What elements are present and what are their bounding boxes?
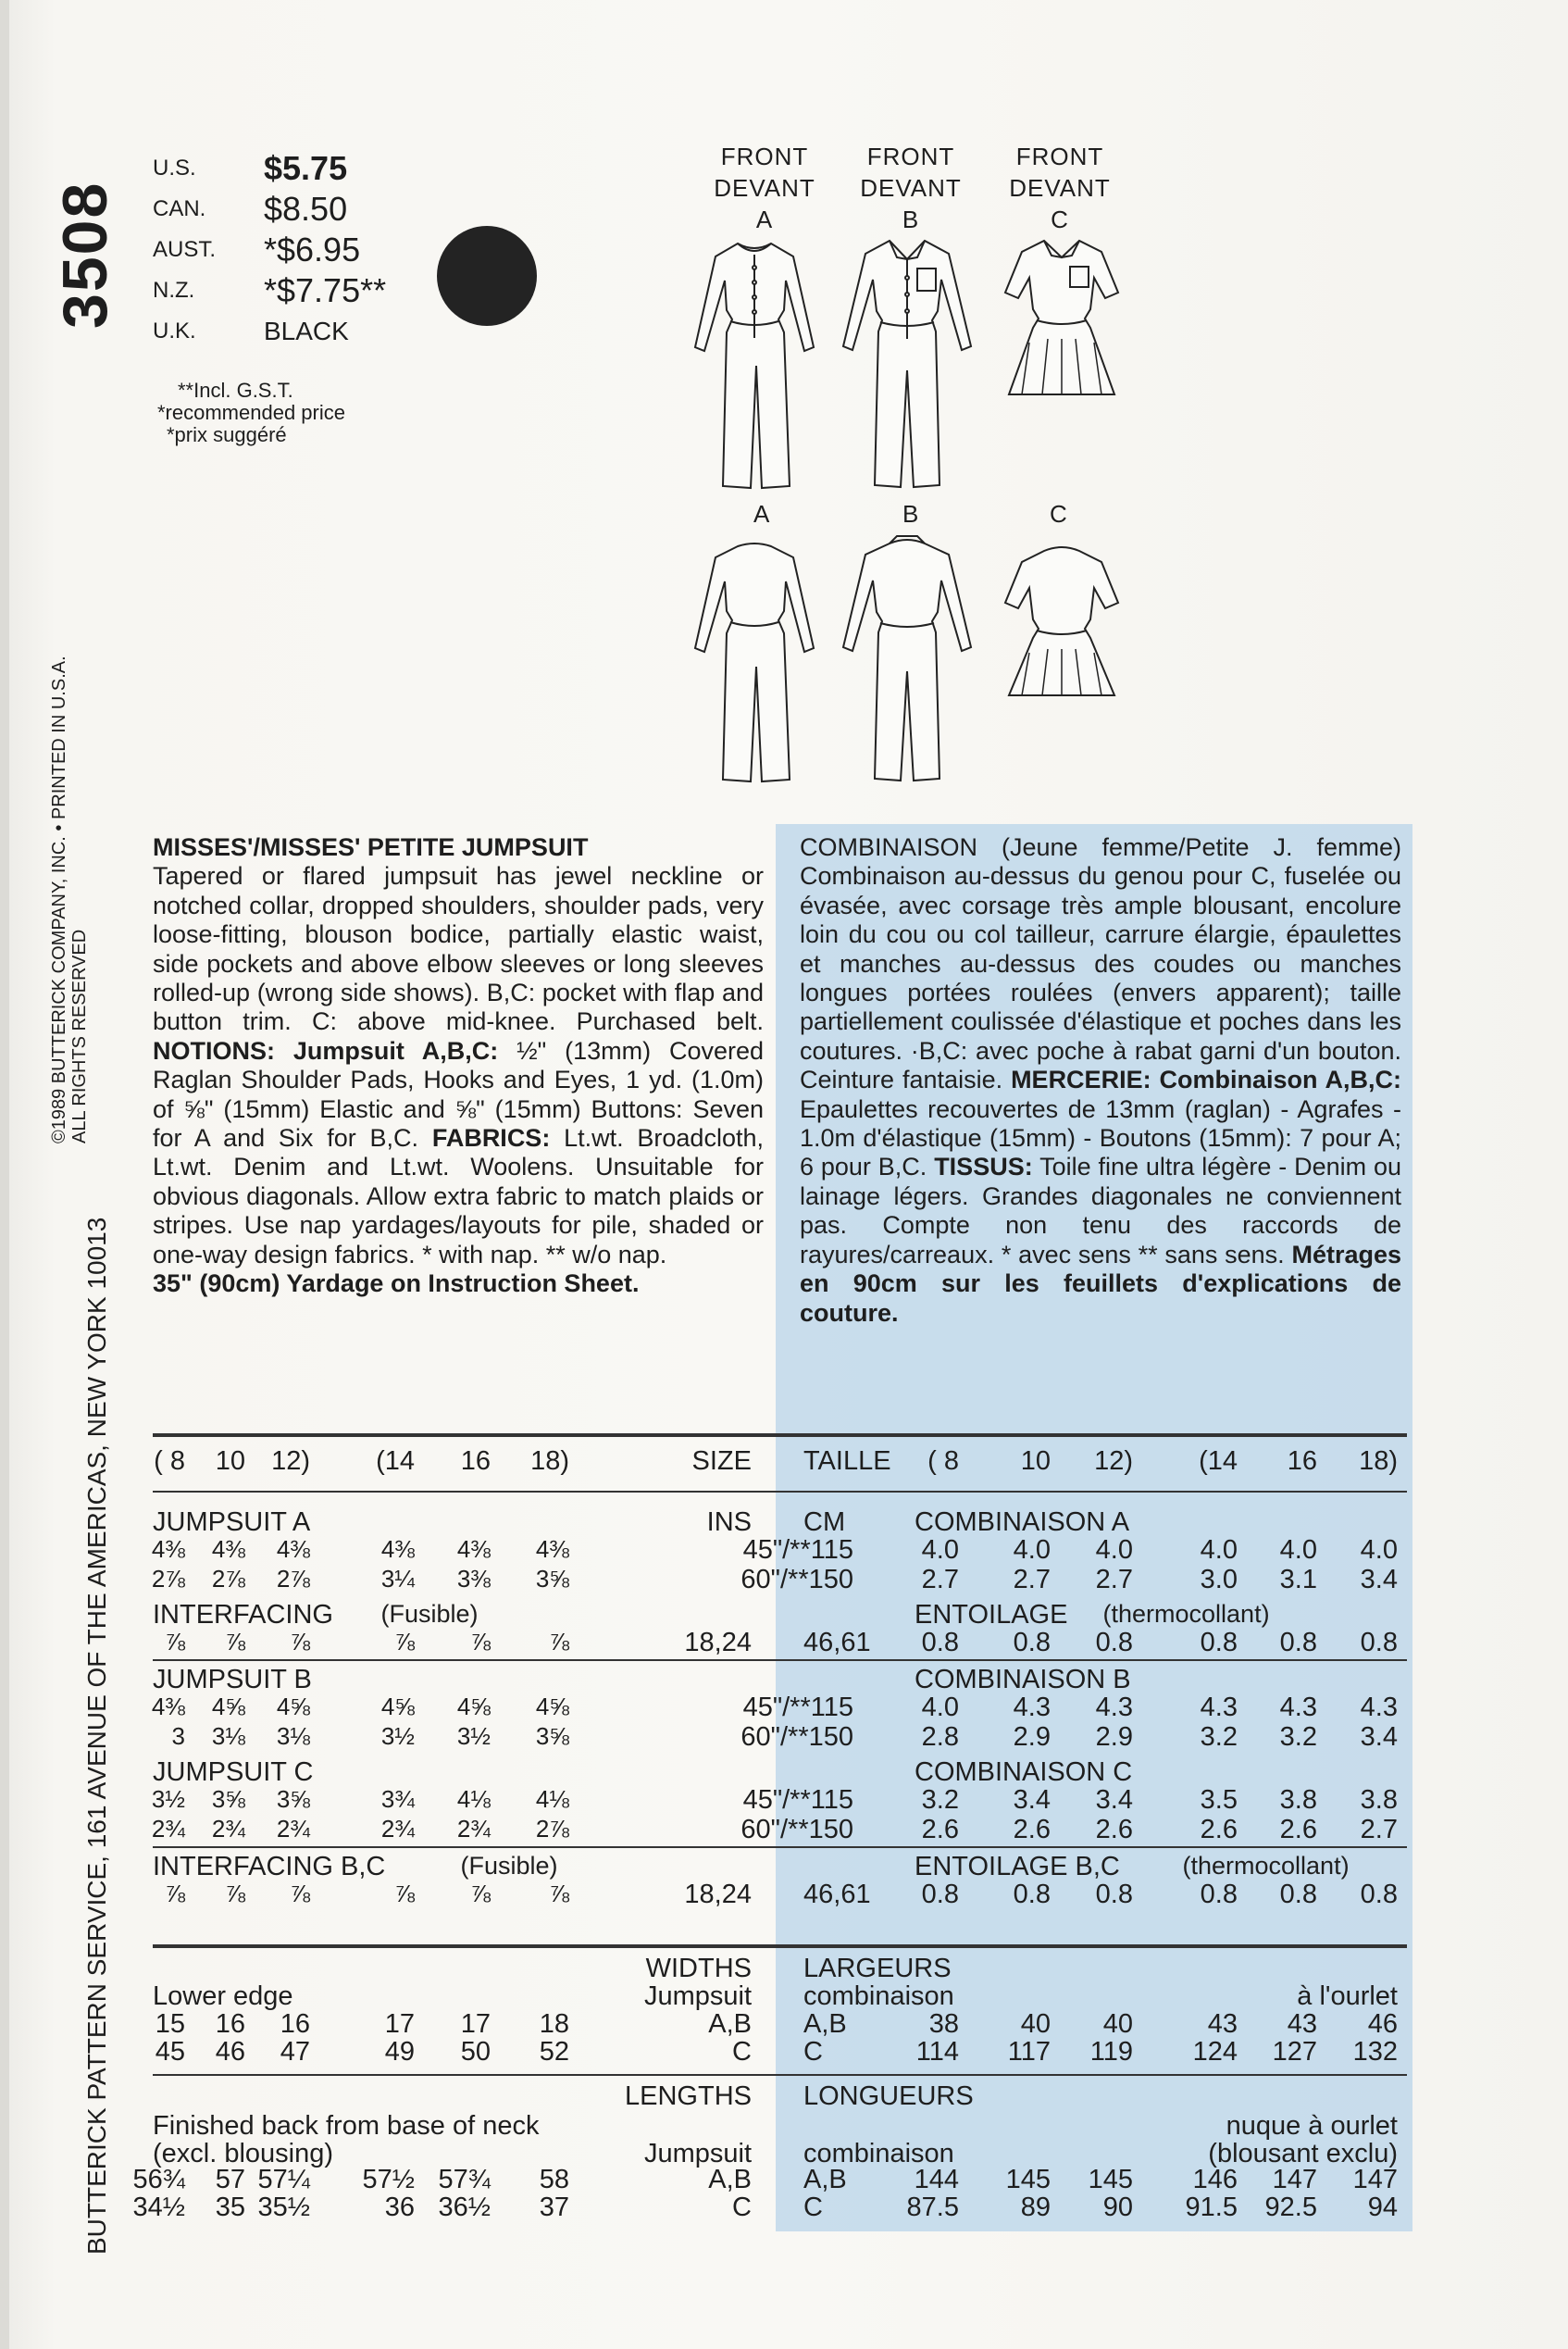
fabric-width: 18,24 (684, 1880, 752, 1909)
size-header: 12) (271, 1446, 310, 1476)
unit-cm: CM (803, 1507, 846, 1537)
section-label-fr: COMBINAISON C (915, 1757, 1133, 1787)
view-letter-fr: A,B (803, 2009, 847, 2039)
lengths-sub-fr: combinaison (803, 2139, 954, 2168)
value-english: 4⅜ (151, 1693, 185, 1720)
price-list (153, 148, 386, 352)
value-metric: 4.3 (1279, 1693, 1317, 1722)
value-metric: 2.6 (1200, 1815, 1238, 1844)
width-metric: 124 (1192, 2037, 1238, 2067)
price-row: N.Z. *$7.75** (153, 271, 387, 309)
section-label-en: JUMPSUIT C (153, 1757, 314, 1787)
value-english: 3¾ (380, 1785, 415, 1813)
value-english: 2⅞ (211, 1565, 245, 1593)
value-english: 3⅝ (276, 1785, 310, 1813)
value-english: ⅞ (165, 1628, 185, 1656)
taille-label: TAILLE (803, 1446, 891, 1476)
price-notes: **Incl. G.S.T. *recommended price *prix suggéré (157, 379, 345, 446)
value-english: 4⅝ (276, 1693, 310, 1720)
rights-line: ALL RIGHTS RESERVED (69, 929, 90, 1143)
length-english: 58 (539, 2165, 569, 2194)
length-metric: 89 (1020, 2193, 1051, 2222)
value-english: 2¾ (151, 1815, 185, 1843)
back-label-a: A (753, 500, 770, 528)
value-english: 3⅜ (456, 1565, 491, 1593)
value-metric: 3.8 (1279, 1785, 1317, 1815)
value-metric: 3.1 (1279, 1565, 1317, 1594)
jumpsuit-a-back-illustration (690, 537, 819, 787)
jumpsuit-c-front-illustration (1002, 231, 1122, 403)
value-metric: 4.3 (1200, 1693, 1238, 1722)
width-english: 50 (460, 2037, 491, 2067)
taille-header: 18) (1359, 1446, 1398, 1476)
length-metric: 87.5 (906, 2193, 959, 2222)
width-english: 47 (280, 2037, 310, 2067)
size-header: 18) (530, 1446, 569, 1476)
section-sublabel-fr: (thermocollant) (1102, 1600, 1270, 1628)
value-metric: 4.0 (921, 1535, 959, 1565)
length-metric: 92.5 (1264, 2193, 1317, 2222)
value-metric: 3.8 (1360, 1785, 1398, 1815)
value-english: 2¾ (211, 1815, 245, 1843)
value-metric: 4.0 (1013, 1535, 1051, 1565)
value-metric: 3.4 (1013, 1785, 1051, 1815)
section-label-en: JUMPSUIT B (153, 1665, 312, 1694)
width-english: 15 (155, 2009, 185, 2039)
value-english: ⅞ (549, 1880, 569, 1907)
width-english: 45 (155, 2037, 185, 2067)
size-label: SIZE (691, 1446, 752, 1476)
value-english: 4⅜ (380, 1535, 415, 1563)
value-metric: 3.4 (1095, 1785, 1133, 1815)
section-label-en: INTERFACING (153, 1600, 333, 1630)
size-header: ( 8 (154, 1446, 185, 1476)
value-english: 4⅜ (211, 1535, 245, 1563)
value-metric: 0.8 (1200, 1880, 1238, 1909)
section-label-fr: COMBINAISON A (915, 1507, 1130, 1537)
value-metric: 2.8 (921, 1722, 959, 1752)
section-label-fr: COMBINAISON B (915, 1665, 1131, 1694)
section-label-fr: ENTOILAGE B,C (915, 1852, 1120, 1881)
value-metric: 3.4 (1360, 1722, 1398, 1752)
table-header-rule (153, 1491, 1407, 1493)
value-english: 3⅛ (276, 1722, 310, 1750)
price-row: AUST. *$6.95 (153, 231, 361, 269)
value-english: 4⅜ (456, 1535, 491, 1563)
taille-header: 16 (1287, 1446, 1317, 1476)
value-english: 4⅜ (151, 1535, 185, 1563)
width-metric: 38 (928, 2009, 959, 2039)
width-english: 46 (215, 2037, 245, 2067)
view-letter-fr: C (803, 2193, 823, 2222)
value-english: 3½ (380, 1722, 415, 1750)
width-metric: 117 (1007, 2037, 1051, 2067)
value-metric: 2.6 (1095, 1815, 1133, 1844)
value-metric: 0.8 (1013, 1628, 1051, 1657)
jumpsuit-b-front-illustration (838, 231, 977, 495)
length-english: 35½ (257, 2193, 310, 2222)
value-metric: 0.8 (921, 1880, 959, 1909)
width-metric: 40 (1102, 2009, 1133, 2039)
length-metric: 145 (1088, 2165, 1133, 2194)
value-english: 4⅛ (456, 1785, 491, 1813)
length-metric: 147 (1352, 2165, 1398, 2194)
price-row: U.K. BLACK (153, 317, 349, 345)
width-english: 17 (384, 2009, 415, 2039)
length-english: 35 (215, 2193, 245, 2222)
value-english: 3⅝ (535, 1722, 569, 1750)
width-english: 49 (384, 2037, 415, 2067)
english-description: MISSES'/MISSES' PETITE JUMPSUIT Tapered or flared jumpsuit has jewel neckline or notched collar, dropped shoulders, shoulder pads, very loose-fitting, blouson bodice, partially elastic waist, side pockets and above elbow sleeves or long sleeves rolled-up (wrong side shows). B,C: pocket with flap and button trim. C: above mid-knee. Purchased belt. NOTIONS: Jumpsuit A,B,C: ½" (13mm) Covered Raglan Shoulder Pads, Hooks and Eyes, 1 yd. (1.0m) of ⅝" (15mm) Elastic and ⅝" (15mm) Buttons: Seven for A and Six for B,C. FABRICS: Lt.wt. Broadcloth, Lt.wt. Denim and Lt.wt. Woolens. Unsuitable for obvious diagonals. Allow extra fabric to match plaids or stripes. Use nap yardages/layouts for pile, shaded or one-way design fabrics. * with nap. ** w/o nap. 35" (90cm) Yardage on Instruction Sheet. (153, 833, 764, 1298)
length-english: 57¼ (257, 2165, 310, 2194)
section-label-en: JUMPSUIT A (153, 1507, 311, 1537)
view-letter-fr: C (803, 2037, 823, 2067)
taille-header: 10 (1020, 1446, 1051, 1476)
width-metric: 46 (1367, 2009, 1398, 2039)
fabric-width: 45"/**115 (742, 1693, 853, 1722)
jumpsuit-b-back-illustration (838, 532, 977, 787)
length-metric: 146 (1192, 2165, 1238, 2194)
french-title: COMBINAISON (800, 833, 978, 861)
section-label-fr: ENTOILAGE (915, 1600, 1068, 1630)
black-dot-icon (437, 226, 537, 326)
value-metric: 2.7 (921, 1565, 959, 1594)
width-english: 18 (539, 2009, 569, 2039)
lengths-label-en: Finished back from base of neck (153, 2111, 540, 2141)
fabric-width-metric: 46,61 (803, 1880, 871, 1909)
section-sublabel-en: (Fusible) (380, 1600, 479, 1628)
value-english: ⅞ (165, 1880, 185, 1907)
envelope-edge (0, 0, 9, 2349)
value-metric: 0.8 (1279, 1880, 1317, 1909)
lengths-title-en: LENGTHS (625, 2081, 752, 2111)
back-label-b: B (902, 500, 919, 528)
value-english: 3 (171, 1722, 185, 1750)
unit-ins: INS (706, 1507, 752, 1537)
value-metric: 3.2 (1200, 1722, 1238, 1752)
price-row: CAN. $8.50 (153, 190, 348, 228)
value-metric: 2.7 (1360, 1815, 1398, 1844)
value-metric: 2.6 (921, 1815, 959, 1844)
length-metric: 94 (1367, 2193, 1398, 2222)
fabric-width: 45"/**115 (742, 1535, 853, 1565)
value-metric: 0.8 (1013, 1880, 1051, 1909)
width-metric: 132 (1352, 2037, 1398, 2067)
length-english: 36 (384, 2193, 415, 2222)
value-metric: 4.3 (1360, 1693, 1398, 1722)
value-metric: 4.0 (1095, 1535, 1133, 1565)
fabric-width: 60"/**150 (740, 1815, 853, 1844)
widths-label-en: Lower edge (153, 1981, 293, 2011)
view-letter: A,B (708, 2009, 752, 2039)
widths-title-fr: LARGEURS (803, 1954, 952, 1983)
value-english: ⅞ (290, 1628, 310, 1656)
value-english: 3⅛ (211, 1722, 245, 1750)
value-metric: 0.8 (1279, 1628, 1317, 1657)
publisher-line: BUTTERICK PATTERN SERVICE, 161 AVENUE OF THE AMERICAS, NEW YORK 10013 (82, 1217, 111, 2255)
fabric-width: 60"/**150 (740, 1565, 853, 1594)
value-metric: 2.7 (1095, 1565, 1133, 1594)
front-label-b: FRONT DEVANT B (860, 143, 962, 233)
value-metric: 2.9 (1095, 1722, 1133, 1752)
value-english: 3⅝ (535, 1565, 569, 1593)
lengths-title-fr: LONGUEURS (803, 2081, 974, 2111)
length-english: 57¾ (438, 2165, 491, 2194)
value-metric: 0.8 (1200, 1628, 1238, 1657)
fabric-width: 45"/**115 (742, 1785, 853, 1815)
length-english: 36½ (438, 2193, 491, 2222)
value-metric: 3.0 (1200, 1565, 1238, 1594)
value-english: 3½ (151, 1785, 185, 1813)
lengths-sub-en: Jumpsuit (643, 2139, 752, 2168)
jumpsuit-c-back-illustration (1002, 542, 1122, 704)
value-english: 4⅜ (276, 1535, 310, 1563)
front-label-c: FRONT DEVANT C (1009, 143, 1111, 233)
width-metric: 114 (915, 2037, 959, 2067)
length-english: 57 (215, 2165, 245, 2194)
length-english: 37 (539, 2193, 569, 2222)
value-metric: 2.7 (1013, 1565, 1051, 1594)
section-label-en: INTERFACING B,C (153, 1852, 386, 1881)
back-label-c: C (1050, 500, 1067, 528)
value-english: 4⅜ (535, 1535, 569, 1563)
value-metric: 0.8 (1095, 1628, 1133, 1657)
value-metric: 4.0 (1279, 1535, 1317, 1565)
taille-header: (14 (1199, 1446, 1238, 1476)
section-sublabel-en: (Fusible) (460, 1852, 558, 1880)
value-metric: 4.3 (1095, 1693, 1133, 1722)
value-english: 4⅝ (211, 1693, 245, 1720)
widths-sub-fr: combinaison (803, 1981, 954, 2011)
view-letter: C (732, 2193, 752, 2222)
widths-label-fr: à l'ourlet (1297, 1981, 1398, 2011)
value-english: 4⅝ (535, 1693, 569, 1720)
value-english: ⅞ (225, 1628, 245, 1656)
value-metric: 0.8 (1095, 1880, 1133, 1909)
length-metric: 91.5 (1185, 2193, 1238, 2222)
length-english: 56¾ (132, 2165, 185, 2194)
value-english: 2¾ (276, 1815, 310, 1843)
value-metric: 2.6 (1013, 1815, 1051, 1844)
value-metric: 3.2 (1279, 1722, 1317, 1752)
table-top-rule (153, 1433, 1407, 1437)
value-metric: 2.6 (1279, 1815, 1317, 1844)
size-header: 10 (215, 1446, 245, 1476)
width-english: 17 (460, 2009, 491, 2039)
length-metric: 147 (1272, 2165, 1317, 2194)
price-row: U.S. $5.75 (153, 149, 348, 187)
value-metric: 2.9 (1013, 1722, 1051, 1752)
value-english: ⅞ (549, 1628, 569, 1656)
value-english: 3⅝ (211, 1785, 245, 1813)
value-english: 4⅛ (535, 1785, 569, 1813)
length-metric: 145 (1005, 2165, 1051, 2194)
value-metric: 4.0 (921, 1693, 959, 1722)
widths-title-en: WIDTHS (645, 1954, 752, 1983)
width-metric: 43 (1287, 2009, 1317, 2039)
lengths-label-en2: (excl. blousing) (153, 2139, 334, 2168)
value-metric: 4.0 (1200, 1535, 1238, 1565)
length-metric: 90 (1102, 2193, 1133, 2222)
lengths-label-fr2: (blousant exclu) (1208, 2139, 1398, 2168)
front-label-a: FRONT DEVANT A (714, 143, 815, 233)
width-metric: 43 (1207, 2009, 1238, 2039)
value-metric: 0.8 (1360, 1628, 1398, 1657)
fabric-width: 60"/**150 (740, 1722, 853, 1752)
lengths-label-fr: nuque à ourlet (1226, 2111, 1398, 2141)
value-metric: 3.4 (1360, 1565, 1398, 1594)
value-english: ⅞ (290, 1880, 310, 1907)
pattern-number: 3508 (50, 181, 120, 329)
widths-rule (153, 1944, 1407, 1948)
width-english: 52 (539, 2037, 569, 2067)
value-english: 2¾ (456, 1815, 491, 1843)
fabric-width-metric: 46,61 (803, 1628, 871, 1657)
width-metric: 127 (1272, 2037, 1317, 2067)
value-english: 2⅞ (151, 1565, 185, 1593)
jumpsuit-a-front-illustration (690, 236, 819, 495)
size-header: (14 (376, 1446, 415, 1476)
value-english: ⅞ (394, 1628, 415, 1656)
spine-text (42, 32, 143, 2255)
view-letter: C (732, 2037, 752, 2067)
value-english: 2¾ (380, 1815, 415, 1843)
value-metric: 3.5 (1200, 1785, 1238, 1815)
value-english: 3¼ (380, 1565, 415, 1593)
width-english: 16 (215, 2009, 245, 2039)
length-english: 34½ (132, 2193, 185, 2222)
size-header: 16 (460, 1446, 491, 1476)
value-english: 4⅝ (456, 1693, 491, 1720)
value-english: ⅞ (470, 1880, 491, 1907)
value-english: ⅞ (470, 1628, 491, 1656)
value-english: 4⅝ (380, 1693, 415, 1720)
taille-header: 12) (1094, 1446, 1133, 1476)
value-english: 2⅞ (276, 1565, 310, 1593)
fabric-width: 18,24 (684, 1628, 752, 1657)
view-letter: A,B (708, 2165, 752, 2194)
value-english: ⅞ (394, 1880, 415, 1907)
width-metric: 40 (1020, 2009, 1051, 2039)
width-metric: 119 (1089, 2037, 1133, 2067)
value-english: ⅞ (225, 1880, 245, 1907)
value-english: 3½ (456, 1722, 491, 1750)
french-description: COMBINAISON (Jeune femme/Petite J. femme) Combinaison au-dessus du genou pour C, fuselée ou évasée, avec corsage très ample blousant, encolure loin du cou ou col tailleur, carrure élargie, épaulettes et manches au-dessus des coudes ou manches longues portées roulées (envers apparent); taille partiellement coulissée d'élastique et poches dans les coutures. ·B,C: avec poche à rabat garni d'un bouton. Ceinture fantaisie. MERCERIE: Combinaison A,B,C: Epaulettes recouvertes de 13mm (raglan) - Agrafes - 1.0m d'élastique (15mm) - Boutons (15mm): 7 pour A; 6 pour B,C. TISSUS: Toile fine ultra légère - Denim ou lainage légers. Grandes diagonales ne conviennent pas. Compte non tenu des raccords de rayures/carreaux. * avec sens ** sans sens. Métrages en 90cm sur les feuillets d'explications de couture. (800, 833, 1401, 1327)
section-rule (153, 1659, 1407, 1661)
value-metric: 4.0 (1360, 1535, 1398, 1565)
value-english: 2⅞ (535, 1815, 569, 1843)
section-rule (153, 1846, 1407, 1848)
lengths-rule (153, 2074, 1407, 2076)
value-metric: 0.8 (921, 1628, 959, 1657)
section-sublabel-fr: (thermocollant) (1182, 1852, 1350, 1880)
width-english: 16 (280, 2009, 310, 2039)
length-english: 57½ (362, 2165, 415, 2194)
length-metric: 144 (914, 2165, 959, 2194)
widths-sub-en: Jumpsuit (643, 1981, 752, 2011)
english-title: MISSES'/MISSES' PETITE JUMPSUIT (153, 833, 589, 861)
taille-header: ( 8 (927, 1446, 959, 1476)
value-metric: 3.2 (921, 1785, 959, 1815)
copyright-line: ©1989 BUTTERICK COMPANY, INC. • PRINTED IN U.S.A. (49, 656, 69, 1143)
value-metric: 0.8 (1360, 1880, 1398, 1909)
view-letter-fr: A,B (803, 2165, 847, 2194)
value-metric: 4.3 (1013, 1693, 1051, 1722)
